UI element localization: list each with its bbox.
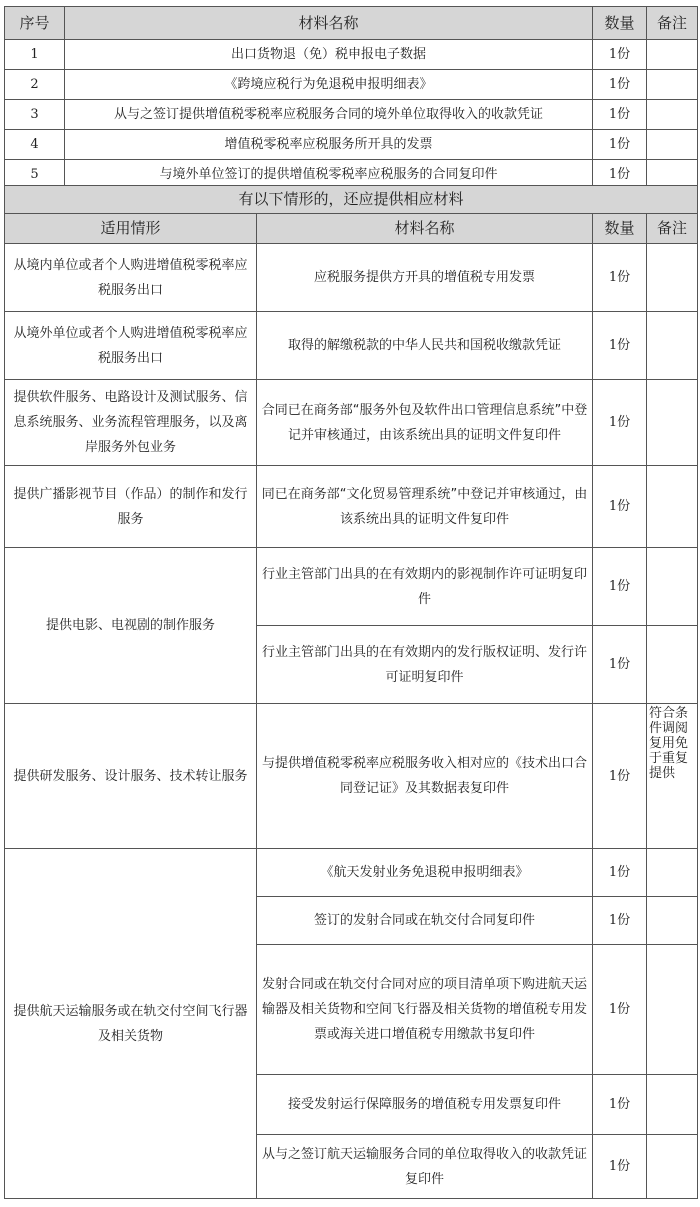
row-quantity: 1份 bbox=[593, 40, 647, 70]
material-cell: 接受发射运行保障服务的增值税专用发票复印件 bbox=[257, 1075, 593, 1135]
scenario-cell: 提供软件服务、电路设计及测试服务、信息系统服务、业务流程管理服务，以及离岸服务外包业务 bbox=[5, 380, 257, 466]
quantity-cell: 1份 bbox=[593, 1075, 647, 1135]
table-row bbox=[5, 380, 698, 466]
quantity-cell: 1份 bbox=[593, 548, 647, 626]
table-row bbox=[5, 100, 698, 130]
row-note bbox=[647, 40, 698, 70]
row-index: 1 bbox=[5, 40, 65, 70]
header-index: 序号 bbox=[5, 7, 65, 40]
note-cell bbox=[647, 626, 698, 704]
quantity-cell: 1份 bbox=[593, 849, 647, 897]
quantity-cell: 1份 bbox=[593, 626, 647, 704]
note-cell bbox=[647, 244, 698, 312]
row-index: 2 bbox=[5, 70, 65, 100]
header-material: 材料名称 bbox=[65, 7, 593, 40]
scenario-cell: 从境内单位或者个人购进增值税零税率应税服务出口 bbox=[5, 244, 257, 312]
additional-materials-table bbox=[4, 185, 698, 1199]
quantity-cell: 1份 bbox=[593, 244, 647, 312]
table-header-row bbox=[5, 7, 698, 40]
note-cell bbox=[647, 849, 698, 897]
material-cell: 《航天发射业务免退税申报明细表》 bbox=[257, 849, 593, 897]
note-cell bbox=[647, 945, 698, 1075]
table-row bbox=[5, 244, 698, 312]
section-banner: 有以下情形的，还应提供相应材料 bbox=[5, 186, 698, 214]
material-cell: 发射合同或在轨交付合同对应的项目清单项下购进航天运输器及相关货物和空间飞行器及相关货物的增值税专用发票或海关进口增值税专用缴款书复印件 bbox=[257, 945, 593, 1075]
scenario-cell: 提供研发服务、设计服务、技术转让服务 bbox=[5, 704, 257, 849]
quantity-cell: 1份 bbox=[593, 945, 647, 1075]
scenario-cell: 从境外单位或者个人购进增值税零税率应税服务出口 bbox=[5, 312, 257, 380]
row-quantity: 1份 bbox=[593, 160, 647, 190]
header-note: 备注 bbox=[647, 214, 698, 244]
row-index: 3 bbox=[5, 100, 65, 130]
header-quantity: 数量 bbox=[593, 214, 647, 244]
header-scenario: 适用情形 bbox=[5, 214, 257, 244]
note-cell bbox=[647, 380, 698, 466]
table-row bbox=[5, 849, 698, 897]
row-index: 5 bbox=[5, 160, 65, 190]
note-cell bbox=[647, 466, 698, 548]
material-cell: 行业主管部门出具的在有效期内的影视制作许可证明复印件 bbox=[257, 548, 593, 626]
quantity-cell: 1份 bbox=[593, 312, 647, 380]
quantity-cell: 1份 bbox=[593, 1135, 647, 1199]
row-note bbox=[647, 130, 698, 160]
row-index: 4 bbox=[5, 130, 65, 160]
material-cell: 与提供增值税零税率应税服务收入相对应的《技术出口合同登记证》及其数据表复印件 bbox=[257, 704, 593, 849]
row-material: 与境外单位签订的提供增值税零税率应税服务的合同复印件 bbox=[65, 160, 593, 190]
note-cell bbox=[647, 1135, 698, 1199]
material-cell: 应税服务提供方开具的增值税专用发票 bbox=[257, 244, 593, 312]
note-cell bbox=[647, 548, 698, 626]
quantity-cell: 1份 bbox=[593, 380, 647, 466]
note-cell bbox=[647, 1075, 698, 1135]
banner-row bbox=[5, 186, 698, 214]
material-cell: 同已在商务部“文化贸易管理系统”中登记并审核通过，由该系统出具的证明文件复印件 bbox=[257, 466, 593, 548]
material-cell: 取得的解缴税款的中华人民共和国税收缴款凭证 bbox=[257, 312, 593, 380]
table-row bbox=[5, 130, 698, 160]
quantity-cell: 1份 bbox=[593, 466, 647, 548]
row-material: 《跨境应税行为免退税申报明细表》 bbox=[65, 70, 593, 100]
header-material: 材料名称 bbox=[257, 214, 593, 244]
header-quantity: 数量 bbox=[593, 7, 647, 40]
row-note bbox=[647, 70, 698, 100]
required-materials-table bbox=[4, 6, 698, 190]
table-row bbox=[5, 70, 698, 100]
table-row bbox=[5, 548, 698, 626]
quantity-cell: 1份 bbox=[593, 897, 647, 945]
row-material: 出口货物退（免）税申报电子数据 bbox=[65, 40, 593, 70]
note-cell: 符合条件调阅复用免于重复提供 bbox=[647, 704, 698, 849]
row-quantity: 1份 bbox=[593, 100, 647, 130]
row-quantity: 1份 bbox=[593, 70, 647, 100]
table-header-row bbox=[5, 214, 698, 244]
table-row bbox=[5, 704, 698, 849]
note-cell bbox=[647, 897, 698, 945]
row-note bbox=[647, 100, 698, 130]
scenario-cell: 提供广播影视节目（作品）的制作和发行服务 bbox=[5, 466, 257, 548]
scenario-cell: 提供航天运输服务或在轨交付空间飞行器及相关货物 bbox=[5, 849, 257, 1199]
row-quantity: 1份 bbox=[593, 130, 647, 160]
table-row bbox=[5, 40, 698, 70]
material-cell: 从与之签订航天运输服务合同的单位取得收入的收款凭证复印件 bbox=[257, 1135, 593, 1199]
note-cell bbox=[647, 312, 698, 380]
scenario-cell: 提供电影、电视剧的制作服务 bbox=[5, 548, 257, 704]
table-row bbox=[5, 466, 698, 548]
material-cell: 行业主管部门出具的在有效期内的发行版权证明、发行许可证明复印件 bbox=[257, 626, 593, 704]
material-cell: 合同已在商务部“服务外包及软件出口管理信息系统”中登记并审核通过，由该系统出具的证明文件复印件 bbox=[257, 380, 593, 466]
material-cell: 签订的发射合同或在轨交付合同复印件 bbox=[257, 897, 593, 945]
row-material: 增值税零税率应税服务所开具的发票 bbox=[65, 130, 593, 160]
header-note: 备注 bbox=[647, 7, 698, 40]
quantity-cell: 1份 bbox=[593, 704, 647, 849]
table-row bbox=[5, 312, 698, 380]
row-material: 从与之签订提供增值税零税率应税服务合同的境外单位取得收入的收款凭证 bbox=[65, 100, 593, 130]
